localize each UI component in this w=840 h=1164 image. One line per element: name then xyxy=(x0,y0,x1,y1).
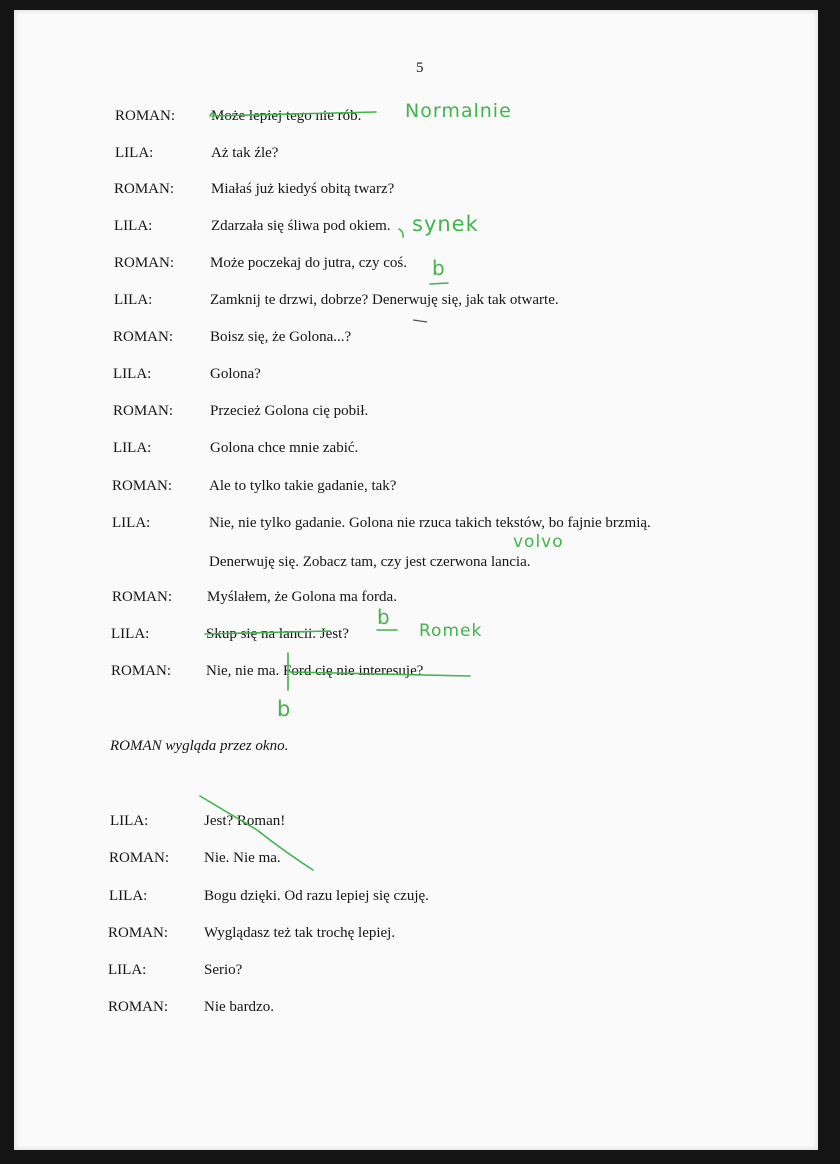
speaker-label: LILA: xyxy=(110,813,149,829)
annotation-b: b xyxy=(277,697,292,721)
annotation-b: b xyxy=(432,256,446,280)
speaker-label: ROMAN: xyxy=(114,181,175,197)
speaker-label: LILA: xyxy=(114,292,153,308)
speaker-label: ROMAN: xyxy=(112,478,173,494)
annotation-volvo: volvo xyxy=(513,532,564,552)
dialogue-line: Zdarzała się śliwa pod okiem. xyxy=(211,218,391,234)
dialogue-line: Golona chce mnie zabić. xyxy=(210,440,359,456)
speaker-label: LILA: xyxy=(113,440,152,456)
speaker-label: ROMAN: xyxy=(112,589,173,605)
speaker-label: ROMAN: xyxy=(109,850,170,866)
dialogue-line: Boisz się, że Golona...? xyxy=(210,329,352,345)
speaker-label: ROMAN: xyxy=(114,255,175,271)
speaker-label: ROMAN: xyxy=(108,925,169,941)
speaker-label: LILA: xyxy=(111,626,150,642)
speaker-label: LILA: xyxy=(115,145,154,161)
dialogue-line: Wyglądasz też tak trochę lepiej. xyxy=(204,925,396,941)
dialogue-line: Nie. Nie ma. xyxy=(204,850,281,866)
dialogue-line: Może poczekaj do jutra, czy coś. xyxy=(210,255,407,271)
speaker-label: LILA: xyxy=(109,888,148,904)
speaker-label: LILA: xyxy=(112,515,151,531)
speaker-label: ROMAN: xyxy=(113,403,174,419)
dialogue-line: Ale to tylko takie gadanie, tak? xyxy=(209,478,397,494)
dialogue-line: Nie, nie ma. Ford cię nie interesuje? xyxy=(206,663,424,679)
page-number: 5 xyxy=(416,60,424,76)
speaker-label: LILA: xyxy=(113,366,152,382)
speaker-label: ROMAN: xyxy=(108,999,169,1015)
speaker-label: ROMAN: xyxy=(113,329,174,345)
annotation-b: b xyxy=(377,605,391,629)
dialogue-line: Myślałem, że Golona ma forda. xyxy=(207,589,397,605)
speaker-label: ROMAN: xyxy=(115,108,176,124)
dialogue-line: Przecież Golona cię pobił. xyxy=(210,403,369,419)
dialogue-line: Nie bardzo. xyxy=(204,999,274,1015)
speaker-label: ROMAN: xyxy=(111,663,172,679)
dialogue-line: Jest? Roman! xyxy=(204,813,286,829)
dialogue-line-continued: Denerwuję się. Zobacz tam, czy jest czerwona lancia. xyxy=(209,554,531,570)
speaker-label: LILA: xyxy=(114,218,153,234)
dialogue-line: Aż tak źle? xyxy=(211,145,279,161)
dialogue-line: Bogu dzięki. Od razu lepiej się czuję. xyxy=(204,888,429,904)
annotation-normalnie: Normalnie xyxy=(405,100,512,122)
dialogue-line: Może lepiej tego nie rób. xyxy=(211,108,362,124)
speaker-label: LILA: xyxy=(108,962,147,978)
annotation-synek: synek xyxy=(412,212,479,236)
dialogue-line: Serio? xyxy=(204,962,243,978)
dialogue-line: Miałaś już kiedyś obitą twarz? xyxy=(211,181,395,197)
annotation-romek: Romek xyxy=(419,621,483,641)
dialogue-line: Skup się na lancii. Jest? xyxy=(206,626,349,642)
stage-direction xyxy=(110,738,288,755)
stage-direction-character: ROMAN xyxy=(110,738,162,754)
dialogue-line: Zamknij te drzwi, dobrze? Denerwuję się, jak tak otwarte. xyxy=(210,292,559,308)
dialogue-line: Nie, nie tylko gadanie. Golona nie rzuca takich tekstów, bo fajnie brzmią. xyxy=(209,515,651,531)
dialogue-line: Golona? xyxy=(210,366,261,382)
stage-direction-text: wygląda przez okno. xyxy=(161,738,289,754)
